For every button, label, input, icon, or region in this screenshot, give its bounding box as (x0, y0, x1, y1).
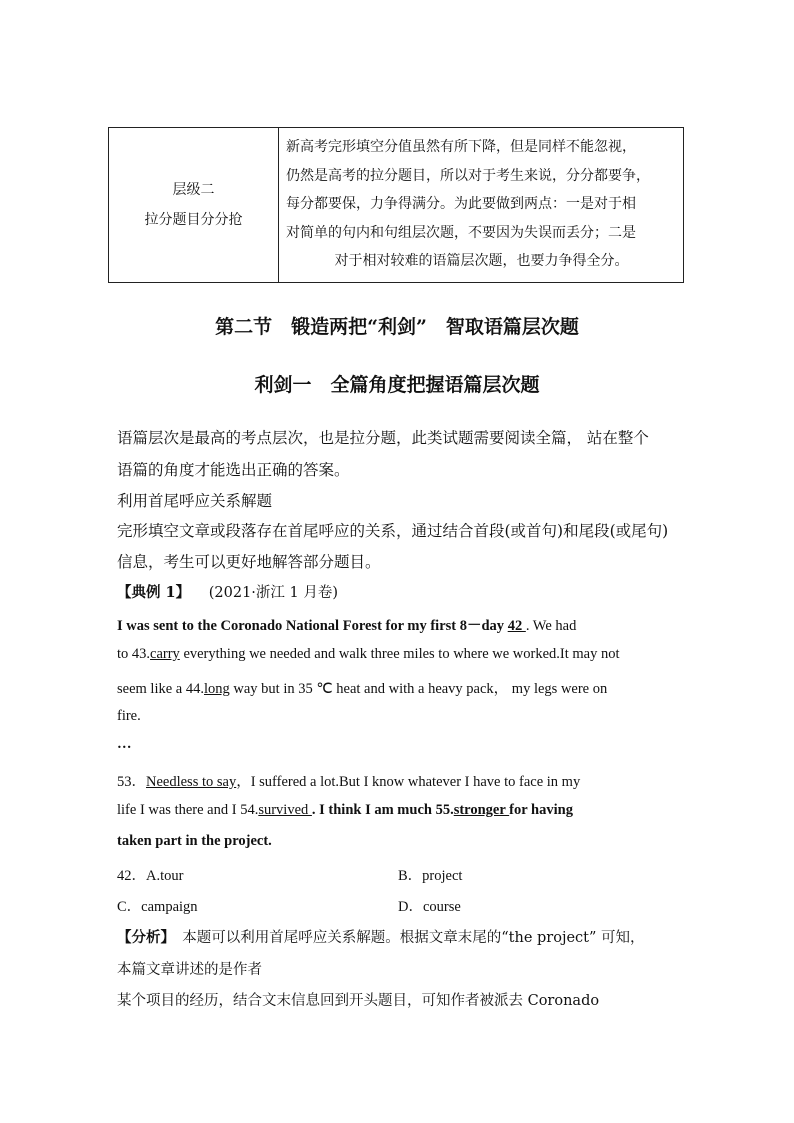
analysis-line: 本篇文章讲述的是作者 (117, 962, 262, 978)
level-table (108, 127, 684, 283)
blank-42: 42 (507, 618, 526, 634)
option-b: B．project (398, 868, 463, 884)
option-a (117, 864, 183, 885)
passage-text: I was sent to the Coronado National Forest for my first 8－day (117, 618, 508, 634)
example-label: 【典例 1】 (117, 584, 191, 601)
option-d: D．course (398, 899, 461, 915)
section-title: 第二节 锻造两把“利剑” 智取语篇层次题 (215, 316, 579, 338)
passage-line: fire. (117, 708, 141, 724)
example-source: (2021·浙江 1 月卷) (208, 585, 339, 601)
passage-text: way but in 35 ℃ heat and with a heavy pack， my legs were on (229, 681, 608, 697)
intro-line: 语篇的角度才能选出正确的答案。 (117, 461, 350, 479)
analysis-label: 【分析】 (117, 930, 168, 946)
answer-44: long (203, 681, 230, 697)
passage-line (117, 614, 576, 635)
passage-text: for having (509, 802, 573, 818)
analysis-line: 某个项目的经历，结合文末信息回到开头题目，可知作者被派去 Coronado (117, 993, 600, 1009)
intro-line: 信息，考生可以更好地解答部分题目。 (117, 553, 381, 571)
passage-text: to 43. (117, 646, 151, 662)
detail-line: 新高考完形填空分值虽然有所下降，但是同样不能忽视， (286, 139, 636, 155)
answer-54: survived (258, 802, 312, 818)
analysis-text: 本题可以利用首尾呼应关系解题。根据文章末尾的“the project” 可知， (167, 930, 645, 946)
answer-43: carry (150, 646, 180, 662)
answer-53: Needless to say (146, 774, 237, 790)
passage-text: seem like a 44. (117, 681, 204, 697)
passage-text: . We had (525, 618, 577, 634)
method-heading: 利用首尾呼应关系解题 (117, 492, 273, 510)
level-name: 层级二 (172, 182, 215, 198)
detail-line: 对于相对较难的语篇层次题，也要力争得全分。 (334, 253, 629, 270)
option-a-text: A.tour (146, 868, 184, 884)
detail-line: 每分都要保，力争得满分。为此要做到两点：一是对于相 (286, 196, 636, 213)
ellipsis: … (117, 736, 132, 752)
intro-line: 语篇层次是最高的考点层次，也是拉分题，此类试题需要阅读全篇， 站在整个 (117, 429, 649, 447)
passage-line (117, 770, 580, 791)
passage-line (117, 677, 607, 698)
passage-text: . I think I am much 55. (311, 802, 454, 818)
intro-line: 完形填空文章或段落存在首尾呼应的关系，通过结合首段(或首句)和尾段(或尾句) (117, 522, 669, 540)
passage-line (117, 802, 573, 819)
example-header (117, 581, 338, 602)
level-detail-cell (279, 128, 683, 282)
answer-55: stronger (453, 802, 510, 818)
level-label-cell (109, 128, 279, 282)
level-description: 拉分题目分分抢 (144, 212, 243, 228)
passage-text: ，I suffered a lot.But I know whatever I have to face in my (236, 774, 581, 790)
passage-line: taken part in the project. (117, 833, 272, 849)
option-c: C．campaign (117, 899, 198, 915)
passage-line (117, 646, 620, 663)
passage-text: life I was there and I 54. (117, 802, 259, 818)
passage-text: everything we needed and walk three miles to where we worked.It may not (179, 646, 620, 662)
question-number: 42． (117, 868, 146, 884)
analysis-line (117, 926, 645, 947)
detail-line: 对简单的句内和句组层次题，不要因为失误而丢分；二是 (286, 224, 636, 241)
subsection-title: 利剑一 全篇角度把握语篇层次题 (254, 374, 540, 396)
passage-text: 53． (117, 774, 146, 790)
detail-line: 仍然是高考的拉分题目，所以对于考生来说，分分都要争， (286, 167, 650, 184)
